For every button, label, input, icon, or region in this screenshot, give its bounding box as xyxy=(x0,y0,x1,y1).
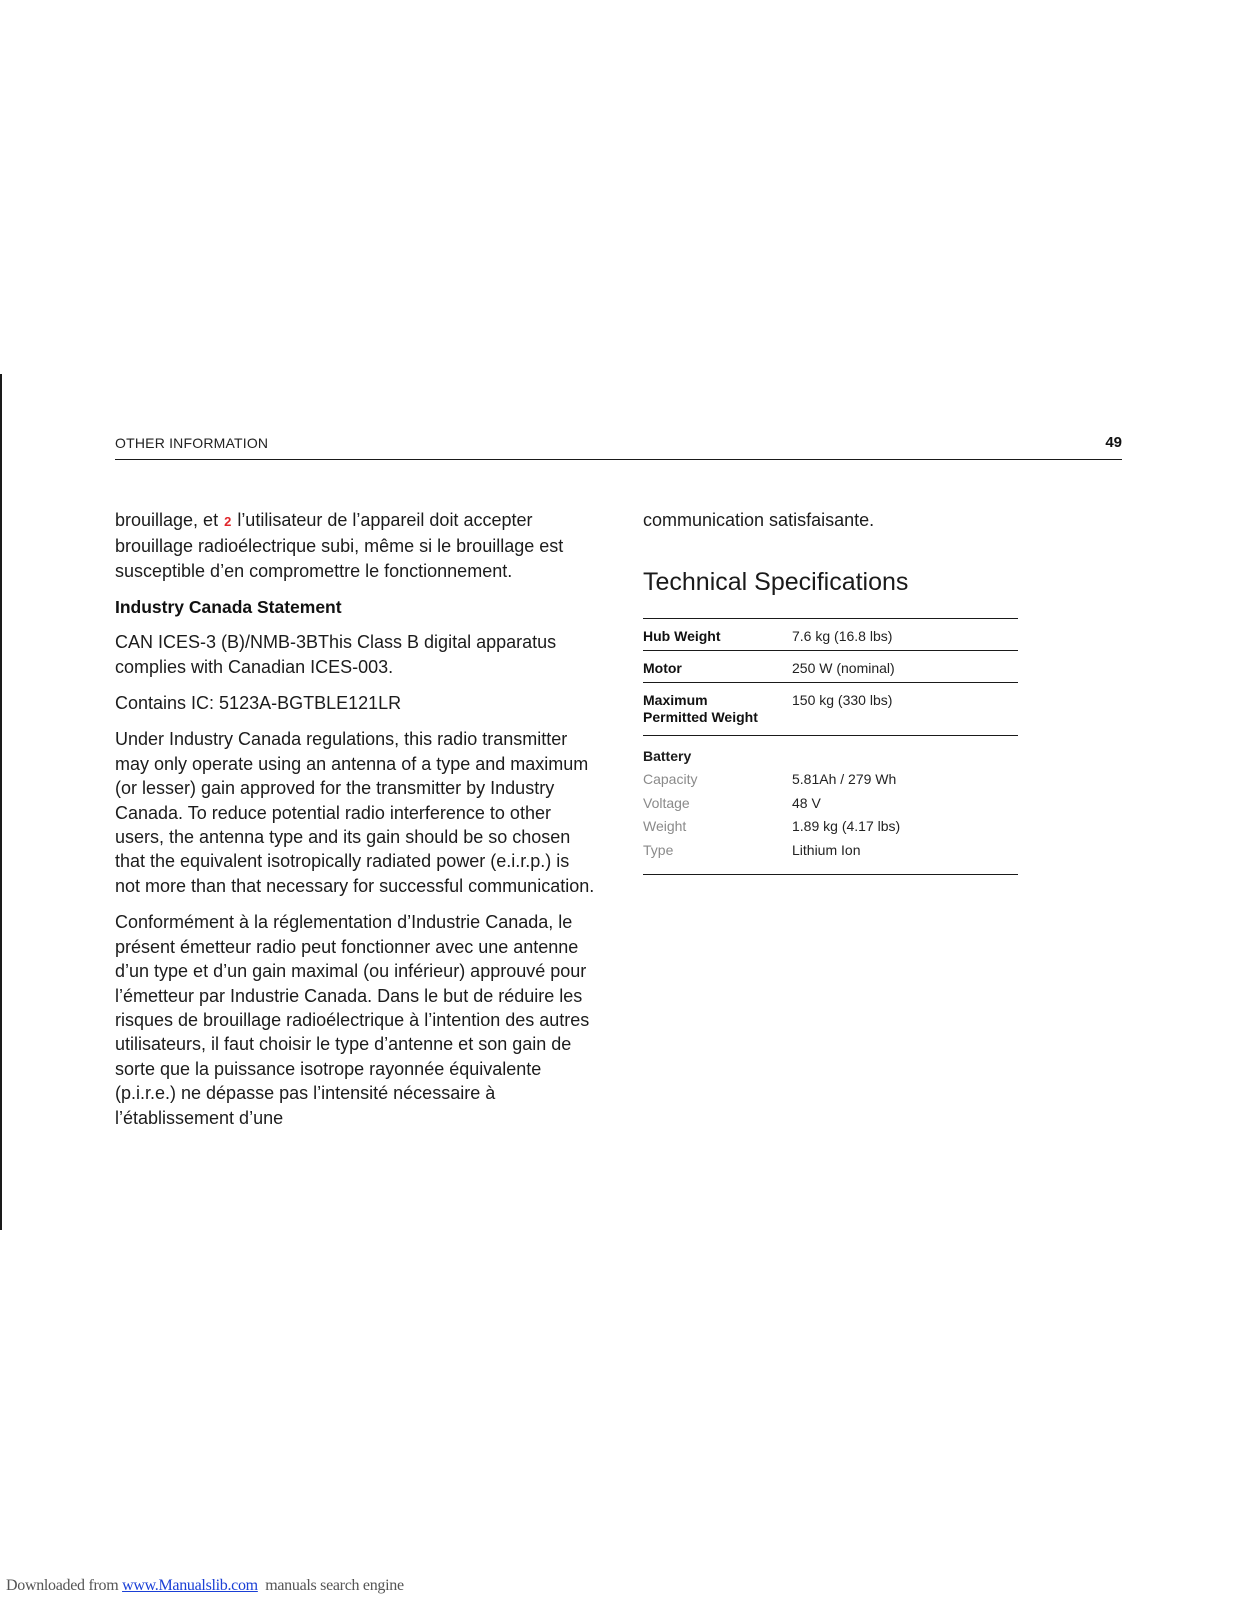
text-run: brouillage, et xyxy=(115,510,224,530)
paragraph-regulations-en: Under Industry Canada regulations, this radio transmitter may only operate using an antenna of a type and maximum (or lesser) gain approved for the transmitter by Industry Canada. To reduce potential radio interference to other users, the antenna type and its gain should be so chosen that the equivalent isotropically radiated power (e.i.r.p.) is not more than that necessary for successful communication. xyxy=(115,729,595,896)
spec-label: Motor xyxy=(643,651,792,683)
spec-row-max-weight xyxy=(643,683,1018,736)
spec-row-hub-weight xyxy=(643,619,1018,651)
paragraph-ices: CAN ICES-3 (B)/NMB-3BThis Class B digital apparatus complies with Canadian ICES-003. xyxy=(115,632,557,677)
specs-title: Technical Specifications xyxy=(643,568,909,596)
spec-sublabel: Capacity xyxy=(643,771,698,787)
page-header xyxy=(115,433,1122,460)
download-footer xyxy=(6,1577,404,1595)
spec-sublabel: Type xyxy=(643,841,674,858)
spec-value: Lithium Ion xyxy=(792,841,861,858)
page-edge-rule xyxy=(0,374,2,1230)
spec-label: Hub Weight xyxy=(643,619,792,651)
spec-row-type xyxy=(643,839,1018,875)
spec-value: 150 kg (330 lbs) xyxy=(792,683,1018,736)
footer-prefix: Downloaded from xyxy=(6,1577,123,1594)
paragraph-regulations-fr: Conformément à la réglementation d’Industrie Canada, le présent émetteur radio peut fonctionner avec une antenne d’un type et d’un gain maximal (ou inférieur) approuvé pour l’émetteur par Industrie Canada. Dans le but de réduire les risques de brouillage radioélectrique à l’intention des autres utilisateurs, il faut choisir le type d’antenne et son gain de sorte que la puissance isotrope rayonnée équivalente (p.i.r.e.) ne dépasse pas l’intensité nécessaire à l’établissement d’une xyxy=(115,912,590,1128)
spec-row-voltage xyxy=(643,792,1018,816)
spec-row-motor xyxy=(643,651,1018,683)
footer-suffix: manuals search engine xyxy=(257,1577,404,1594)
spec-row-weight xyxy=(643,815,1018,839)
spec-label-line: Permitted Weight xyxy=(643,709,758,725)
section-heading: Industry Canada Statement xyxy=(115,597,342,618)
spec-sublabel: Weight xyxy=(643,818,687,834)
spec-group-label: Battery xyxy=(643,748,692,764)
left-column xyxy=(115,508,595,1142)
spec-value: 1.89 kg (4.17 lbs) xyxy=(792,818,901,834)
spec-value: 7.6 kg (16.8 lbs) xyxy=(792,619,1018,651)
page-number: 49 xyxy=(1105,434,1122,451)
specs-table xyxy=(643,618,1018,875)
spec-row-capacity xyxy=(643,768,1018,792)
footnote-marker: 2 xyxy=(224,514,232,529)
paragraph-continuation: communication satisfaisante. xyxy=(643,510,875,530)
paragraph-french-continued xyxy=(115,508,595,583)
spec-label-line: Maximum xyxy=(643,692,708,708)
spec-value: 250 W (nominal) xyxy=(792,651,1018,683)
manualslib-link[interactable]: www.Manualslib.com xyxy=(122,1577,258,1594)
spec-value: 48 V xyxy=(792,794,821,811)
spec-value: 5.81Ah / 279 Wh xyxy=(792,771,897,787)
section-label: OTHER INFORMATION xyxy=(115,435,269,451)
right-column xyxy=(643,508,1023,858)
spec-group-battery xyxy=(643,736,1018,769)
text-run: l’utilisateur de l’appareil doit accepter brouillage radioélectrique subi, même si le brouillage est susceptible d’en compromettre le fonctionnement. xyxy=(115,510,564,581)
paragraph-ic-number: Contains IC: 5123A-BGTBLE121LR xyxy=(115,693,402,714)
spec-sublabel: Voltage xyxy=(643,794,690,811)
spec-label xyxy=(643,683,792,736)
